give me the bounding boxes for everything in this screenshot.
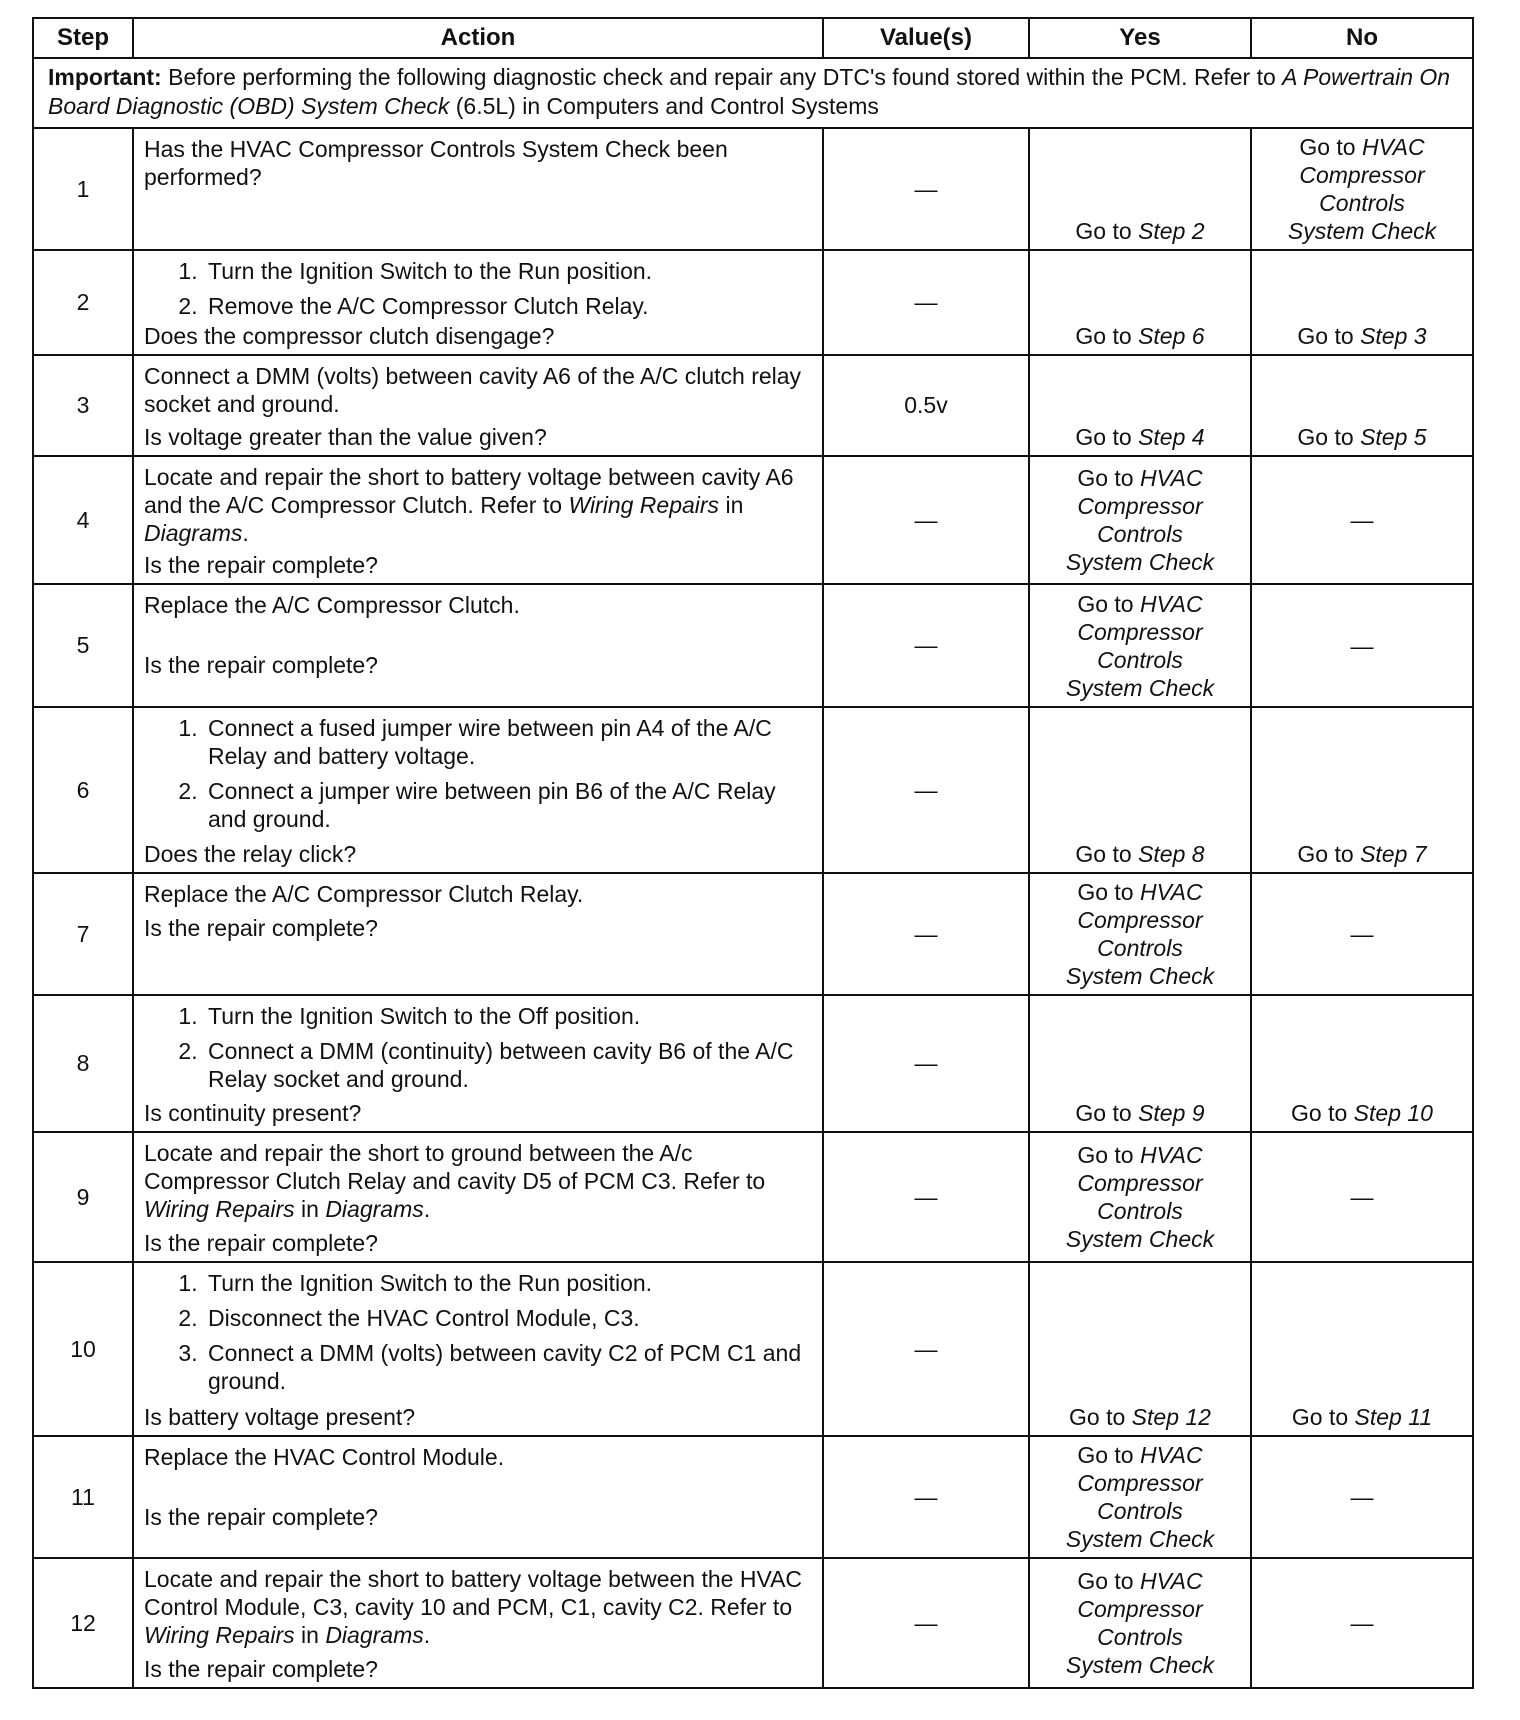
important-ref: A Powertrain On Board Diagnostic (OBD) System Check (48, 64, 1451, 119)
yes-cell (1029, 584, 1251, 707)
no-cell: — (1251, 1558, 1473, 1688)
controls-text: Controls (1097, 935, 1183, 961)
controls-text: Controls (1097, 646, 1183, 673)
action-cell (133, 1558, 823, 1688)
goto-text: Go to (1077, 1442, 1140, 1468)
step-number: 8 (33, 995, 133, 1132)
step-number: 11 (33, 1436, 133, 1558)
hvac-text: HVAC (1140, 879, 1203, 905)
action-cell (133, 250, 823, 355)
yes-cell (1029, 250, 1251, 355)
no-cell (1251, 355, 1473, 456)
hvac-text: HVAC (1140, 590, 1203, 617)
action-question: Is the repair complete? (144, 1230, 378, 1256)
no-step-ref: Step 10 (1353, 1100, 1433, 1126)
period-text: . (423, 1196, 431, 1222)
goto-text: Go to (1297, 323, 1361, 349)
no-cell: — (1251, 456, 1473, 584)
diagrams-ref: Diagrams (144, 520, 243, 546)
step-number: 9 (33, 1132, 133, 1262)
wiring-repairs-ref: Wiring Repairs (568, 492, 720, 518)
system-check-text: System Check (1065, 674, 1215, 701)
yes-cell (1029, 1132, 1251, 1262)
important-row (33, 58, 1473, 128)
diagrams-ref: Diagrams (325, 1196, 424, 1222)
yes-cell (1029, 1262, 1251, 1436)
controls-text: Controls (1319, 190, 1405, 216)
action-list-item: 1. Turn the Ignition Switch to the Run position. (204, 257, 814, 285)
action-question: Is battery voltage present? (144, 1404, 416, 1430)
goto-text: Go to (1075, 424, 1139, 450)
goto-text: Go to (1077, 1142, 1140, 1168)
yes-cell (1029, 873, 1251, 995)
action-cell (133, 128, 823, 250)
goto-text: Go to (1291, 1404, 1355, 1430)
header-no: No (1251, 18, 1473, 58)
header-step: Step (33, 18, 133, 58)
action-text: Locate and repair the short to ground between the A/c Compressor Clutch Relay and cavity D5 of PCM C3. Refer to (144, 1140, 766, 1194)
table-row (33, 128, 1473, 250)
wiring-repairs-ref: Wiring Repairs (144, 1196, 295, 1222)
action-question: Is continuity present? (144, 1100, 362, 1126)
action-list (144, 257, 814, 320)
yes-cell (1029, 995, 1251, 1132)
action-text: Replace the A/C Compressor Clutch. (144, 592, 520, 618)
compressor-text: Compressor (1299, 162, 1425, 188)
action-cell (133, 707, 823, 873)
table-row (33, 1132, 1473, 1262)
table-row (33, 873, 1473, 995)
diagnostic-table (32, 17, 1474, 1689)
action-text: Replace the HVAC Control Module. (144, 1444, 505, 1470)
table-row (33, 1262, 1473, 1436)
system-check-text: System Check (1065, 1226, 1215, 1252)
controls-text: Controls (1097, 1198, 1183, 1224)
yes-cell (1029, 707, 1251, 873)
no-cell: — (1251, 873, 1473, 995)
hvac-text: HVAC (1140, 1442, 1203, 1468)
table-row (33, 995, 1473, 1132)
refer-text: Refer to (480, 492, 569, 518)
compressor-text: Compressor (1077, 1470, 1203, 1496)
action-list-item: 1. Turn the Ignition Switch to the Run position. (204, 1269, 814, 1297)
yes-step-ref: Step 8 (1138, 841, 1205, 867)
action-question: Is the repair complete? (144, 1656, 378, 1682)
system-check-text: System Check (1065, 1526, 1215, 1552)
action-list-item: 2. Connect a jumper wire between pin B6 of the A/C Relay and ground. (204, 777, 814, 833)
action-cell (133, 995, 823, 1132)
action-cell (133, 1132, 823, 1262)
value-cell: — (823, 128, 1029, 250)
no-cell: — (1251, 1436, 1473, 1558)
step-number: 4 (33, 456, 133, 584)
action-text: Has the HVAC Compressor Controls System Check been performed? (144, 136, 728, 190)
compressor-text: Compressor (1077, 907, 1203, 933)
yes-step-ref: Step 12 (1131, 1404, 1211, 1430)
action-cell (133, 584, 823, 707)
no-cell (1251, 995, 1473, 1132)
hvac-text: HVAC (1140, 1142, 1203, 1168)
system-check-text: System Check (1287, 218, 1437, 244)
action-list (144, 1269, 814, 1395)
important-text-2: (6.5L) in (449, 93, 547, 119)
action-list-item: 2. Remove the A/C Compressor Clutch Relay. (204, 292, 814, 320)
yes-step-ref: Step 9 (1138, 1100, 1205, 1126)
action-list-item: 3. Connect a DMM (volts) between cavity C2 of PCM C1 and ground. (204, 1339, 814, 1395)
system-check-text: System Check (1065, 963, 1215, 989)
in-text: in (294, 1622, 326, 1648)
action-question: Does the compressor clutch disengage? (144, 323, 555, 349)
hvac-text: HVAC (1362, 134, 1425, 160)
action-text: Replace the A/C Compressor Clutch Relay. (144, 881, 584, 907)
goto-text: Go to (1297, 841, 1361, 867)
goto-text: Go to (1075, 218, 1139, 244)
action-question: Is the repair complete? (144, 552, 378, 578)
step-number: 6 (33, 707, 133, 873)
table-row (33, 1436, 1473, 1558)
no-cell (1251, 128, 1473, 250)
no-step-ref: Step 7 (1360, 841, 1427, 867)
action-text: Locate and repair the short to battery voltage between the HVAC Control Module, C3, cavity 10 and PCM, C1, cavity C2. (144, 1566, 803, 1620)
goto-text: Go to (1297, 424, 1361, 450)
goto-text: Go to (1075, 841, 1139, 867)
action-cell (133, 1262, 823, 1436)
goto-text: Go to (1077, 590, 1140, 617)
controls-text: Controls (1097, 521, 1183, 547)
goto-text: Go to (1077, 465, 1140, 491)
yes-step-ref: Step 2 (1138, 218, 1205, 244)
action-cell (133, 456, 823, 584)
value-cell: — (823, 1558, 1029, 1688)
period-text: . (423, 1622, 431, 1648)
yes-step-ref: Step 6 (1138, 323, 1205, 349)
important-note (33, 58, 1473, 128)
system-check-text: System Check (1065, 1652, 1215, 1678)
action-list-item: 2. Connect a DMM (continuity) between cavity B6 of the A/C Relay socket and ground. (204, 1037, 814, 1093)
goto-text: Go to (1077, 879, 1140, 905)
important-ref-2: Computers and Control Systems (546, 93, 879, 119)
action-list-item: 2. Disconnect the HVAC Control Module, C3. (204, 1304, 814, 1332)
compressor-text: Compressor (1077, 1596, 1203, 1622)
in-text: in (719, 492, 744, 518)
important-text-1: Before performing the following diagnostic check and repair any DTC's found stored within the PCM. Refer to (161, 64, 1283, 90)
compressor-text: Compressor (1077, 493, 1203, 519)
table-row (33, 456, 1473, 584)
action-list (144, 1002, 814, 1093)
value-cell: — (823, 1132, 1029, 1262)
action-question: Does the relay click? (144, 841, 357, 867)
goto-text: Go to (1077, 1568, 1140, 1594)
header-action: Action (133, 18, 823, 58)
value-cell: — (823, 584, 1029, 707)
no-cell: — (1251, 584, 1473, 707)
yes-cell (1029, 1436, 1251, 1558)
hvac-text: HVAC (1140, 1568, 1203, 1594)
header-values: Value(s) (823, 18, 1029, 58)
no-cell (1251, 1262, 1473, 1436)
action-question: Is voltage greater than the value given? (144, 424, 547, 450)
table-row (33, 1558, 1473, 1688)
yes-cell (1029, 128, 1251, 250)
controls-text: Controls (1097, 1624, 1183, 1650)
table-row (33, 250, 1473, 355)
action-text: Connect a DMM (volts) between cavity A6 of the A/C clutch relay socket and ground. (144, 363, 802, 417)
step-number: 5 (33, 584, 133, 707)
goto-text: Go to (1075, 1100, 1139, 1126)
refer-text: Refer to (710, 1594, 793, 1620)
goto-text: Go to (1075, 323, 1139, 349)
system-check-text: System Check (1065, 549, 1215, 575)
action-cell (133, 355, 823, 456)
header-row (33, 18, 1473, 58)
step-number: 3 (33, 355, 133, 456)
value-cell: — (823, 873, 1029, 995)
table-row (33, 584, 1473, 707)
step-number: 10 (33, 1262, 133, 1436)
value-cell: 0.5v (823, 355, 1029, 456)
step-number: 2 (33, 250, 133, 355)
yes-step-ref: Step 4 (1138, 424, 1205, 450)
action-list-item: 1. Connect a fused jumper wire between pin A4 of the A/C Relay and battery voltage. (204, 714, 814, 770)
value-cell: — (823, 1436, 1029, 1558)
diagrams-ref: Diagrams (325, 1622, 424, 1648)
value-cell: — (823, 995, 1029, 1132)
value-cell: — (823, 250, 1029, 355)
step-number: 1 (33, 128, 133, 250)
action-list (144, 714, 814, 833)
action-cell (133, 873, 823, 995)
action-text: Locate and repair the short to battery voltage between cavity A6 and the A/C Compressor Clutch. (144, 464, 794, 518)
value-cell: — (823, 1262, 1029, 1436)
no-cell (1251, 250, 1473, 355)
goto-text: Go to (1291, 1100, 1354, 1126)
header-yes: Yes (1029, 18, 1251, 58)
goto-text: Go to (1299, 134, 1362, 160)
step-number: 12 (33, 1558, 133, 1688)
action-question: Is the repair complete? (144, 1504, 378, 1530)
no-step-ref: Step 11 (1354, 1404, 1433, 1430)
action-question: Is the repair complete? (144, 915, 378, 941)
no-step-ref: Step 3 (1360, 323, 1427, 349)
wiring-repairs-ref: Wiring Repairs (144, 1622, 295, 1648)
in-text: in (294, 1196, 326, 1222)
yes-cell (1029, 355, 1251, 456)
no-cell: — (1251, 1132, 1473, 1262)
action-question: Is the repair complete? (144, 652, 378, 678)
table-row (33, 707, 1473, 873)
value-cell: — (823, 707, 1029, 873)
compressor-text: Compressor (1077, 1170, 1203, 1196)
important-label: Important: (48, 64, 162, 90)
hvac-text: HVAC (1140, 465, 1203, 491)
action-cell (133, 1436, 823, 1558)
no-cell (1251, 707, 1473, 873)
compressor-text: Compressor (1077, 618, 1203, 645)
no-step-ref: Step 5 (1360, 424, 1427, 450)
step-number: 7 (33, 873, 133, 995)
goto-text: Go to (1069, 1404, 1132, 1430)
controls-text: Controls (1097, 1498, 1183, 1524)
period-text: . (242, 520, 249, 546)
action-list-item: 1. Turn the Ignition Switch to the Off position. (204, 1002, 814, 1030)
yes-cell (1029, 1558, 1251, 1688)
value-cell: — (823, 456, 1029, 584)
yes-cell (1029, 456, 1251, 584)
table-row (33, 355, 1473, 456)
